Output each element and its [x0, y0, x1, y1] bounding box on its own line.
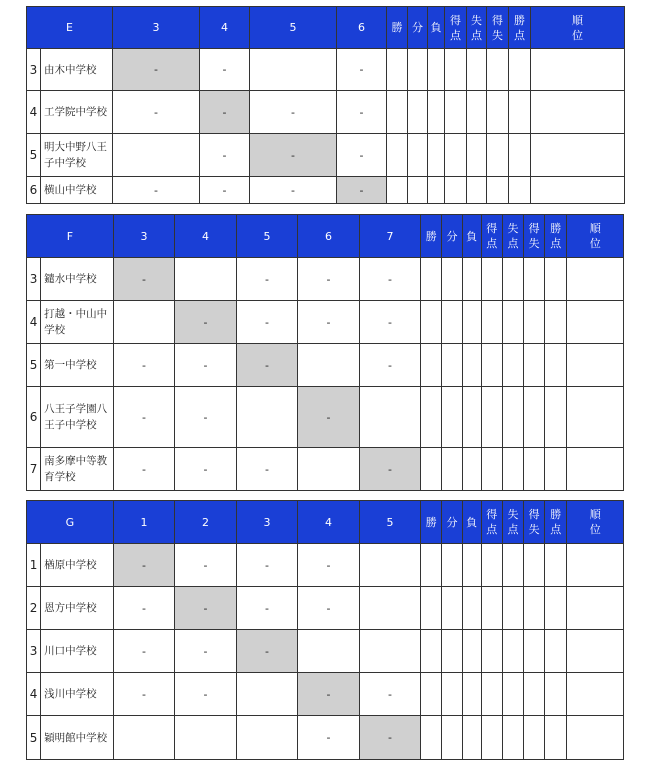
table-row: [27, 134, 625, 177]
group-label: F: [27, 215, 114, 258]
stat-cell: [567, 301, 624, 344]
stat-header-goals-against: 失点: [502, 501, 523, 544]
stat-cell: [442, 301, 462, 344]
self-match-cell: -: [113, 544, 175, 587]
match-cell: -: [298, 587, 360, 630]
match-cell: [236, 673, 298, 716]
stat-cell: [545, 544, 567, 587]
stat-cell: [421, 344, 442, 387]
stat-cell: [545, 344, 567, 387]
stat-cell: [502, 630, 523, 673]
stat-cell: [502, 301, 523, 344]
stat-cell: [545, 630, 567, 673]
match-cell: -: [236, 301, 298, 344]
match-cell: -: [113, 630, 175, 673]
table-row: [27, 630, 624, 673]
stat-cell: [567, 630, 624, 673]
stat-cell: [509, 91, 531, 134]
self-match-cell: -: [175, 587, 237, 630]
match-cell: -: [236, 448, 298, 491]
stat-header-wins: 勝: [387, 7, 408, 49]
team-number: 1: [27, 544, 41, 587]
match-cell: [175, 716, 237, 760]
stat-cell: [502, 344, 523, 387]
stat-header-rank: 順位: [567, 501, 624, 544]
stat-cell: [408, 49, 428, 91]
match-cell: -: [113, 448, 175, 491]
stat-cell: [509, 177, 531, 204]
match-cell: -: [113, 673, 175, 716]
stat-cell: [462, 630, 481, 673]
stat-cell: [387, 91, 408, 134]
stat-cell: [467, 177, 487, 204]
match-cell: [236, 387, 298, 448]
team-name: 川口中学校: [41, 630, 114, 673]
stat-header-goals-for: 得点: [481, 215, 502, 258]
stat-cell: [442, 630, 462, 673]
table-row: [27, 177, 625, 204]
stat-cell: [442, 387, 462, 448]
team-number: 5: [27, 716, 41, 760]
stat-cell: [445, 91, 467, 134]
match-cell: [359, 387, 421, 448]
team-number: 6: [27, 177, 41, 204]
stat-cell: [442, 344, 462, 387]
stat-header-points: 勝点: [509, 7, 531, 49]
match-cell: -: [113, 587, 175, 630]
match-cell: -: [250, 177, 337, 204]
stat-cell: [502, 544, 523, 587]
stat-cell: [421, 544, 442, 587]
match-cell: [113, 301, 175, 344]
opponent-header: 6: [298, 215, 360, 258]
stat-header-goal-diff: 得失: [487, 7, 509, 49]
stat-cell: [408, 91, 428, 134]
match-cell: -: [113, 91, 200, 134]
match-cell: -: [337, 134, 387, 177]
team-name: 明大中野八王子中学校: [41, 134, 113, 177]
stat-cell: [387, 177, 408, 204]
stat-cell: [421, 301, 442, 344]
opponent-header: 1: [113, 501, 175, 544]
team-name: 鑓水中学校: [41, 258, 114, 301]
stat-cell: [524, 544, 545, 587]
stat-cell: [545, 587, 567, 630]
stat-header-goals-against: 失点: [502, 215, 523, 258]
stat-cell: [524, 587, 545, 630]
group-label: G: [27, 501, 114, 544]
team-name: 横山中学校: [41, 177, 113, 204]
self-match-cell: -: [236, 344, 298, 387]
team-number: 2: [27, 587, 41, 630]
stat-cell: [387, 49, 408, 91]
stat-cell: [481, 673, 502, 716]
stat-cell: [481, 258, 502, 301]
opponent-header: 5: [236, 215, 298, 258]
match-cell: -: [250, 91, 337, 134]
stat-cell: [442, 448, 462, 491]
stat-cell: [445, 177, 467, 204]
stat-cell: [524, 716, 545, 760]
stat-cell: [531, 134, 625, 177]
stat-cell: [445, 134, 467, 177]
stat-cell: [531, 49, 625, 91]
table-row: [27, 587, 624, 630]
stat-cell: [567, 716, 624, 760]
stat-cell: [481, 587, 502, 630]
stat-cell: [428, 49, 445, 91]
stat-header-rank: 順位: [567, 215, 624, 258]
stat-header-points: 勝点: [545, 501, 567, 544]
stat-cell: [421, 387, 442, 448]
match-cell: -: [298, 716, 360, 760]
team-number: 6: [27, 387, 41, 448]
team-name: 浅川中学校: [41, 673, 114, 716]
match-cell: -: [298, 258, 360, 301]
stat-header-goal-diff: 得失: [524, 215, 545, 258]
match-cell: [359, 630, 421, 673]
match-cell: -: [200, 177, 250, 204]
self-match-cell: -: [337, 177, 387, 204]
match-cell: -: [359, 301, 421, 344]
stat-cell: [567, 448, 624, 491]
stat-cell: [421, 587, 442, 630]
stat-header-wins: 勝: [421, 215, 442, 258]
stat-cell: [545, 716, 567, 760]
team-number: 5: [27, 344, 41, 387]
stat-cell: [421, 673, 442, 716]
match-cell: [175, 258, 237, 301]
stat-cell: [531, 177, 625, 204]
stat-cell: [462, 258, 481, 301]
match-cell: [236, 716, 298, 760]
self-match-cell: -: [113, 258, 175, 301]
opponent-header: 3: [113, 215, 175, 258]
league-table-e: [26, 6, 625, 204]
stat-cell: [462, 716, 481, 760]
match-cell: -: [337, 91, 387, 134]
team-name: 由木中学校: [41, 49, 113, 91]
stat-header-losses: 負: [428, 7, 445, 49]
team-number: 3: [27, 630, 41, 673]
stat-header-goals-for: 得点: [481, 501, 502, 544]
stat-cell: [509, 49, 531, 91]
stat-cell: [462, 544, 481, 587]
match-cell: [298, 344, 360, 387]
team-number: 5: [27, 134, 41, 177]
match-cell: -: [200, 49, 250, 91]
team-name: 第一中学校: [41, 344, 114, 387]
stat-cell: [467, 49, 487, 91]
stat-cell: [502, 673, 523, 716]
match-cell: -: [175, 630, 237, 673]
stat-cell: [567, 258, 624, 301]
stat-cell: [442, 587, 462, 630]
stat-cell: [531, 91, 625, 134]
stat-cell: [442, 544, 462, 587]
table-row: [27, 716, 624, 760]
match-cell: -: [175, 673, 237, 716]
team-name: 楢原中学校: [41, 544, 114, 587]
stat-cell: [421, 716, 442, 760]
match-cell: [298, 630, 360, 673]
match-cell: -: [236, 587, 298, 630]
match-cell: [113, 134, 200, 177]
opponent-header: 4: [298, 501, 360, 544]
match-cell: -: [175, 544, 237, 587]
stat-cell: [524, 301, 545, 344]
team-number: 4: [27, 673, 41, 716]
stat-cell: [445, 49, 467, 91]
stat-cell: [509, 134, 531, 177]
stat-cell: [524, 448, 545, 491]
stat-cell: [467, 91, 487, 134]
stat-cell: [524, 673, 545, 716]
stat-cell: [481, 448, 502, 491]
match-cell: -: [236, 258, 298, 301]
opponent-header: 7: [359, 215, 421, 258]
stat-cell: [567, 673, 624, 716]
stat-header-rank: 順位: [531, 7, 625, 49]
stat-cell: [481, 387, 502, 448]
league-table-g: [26, 500, 624, 760]
stat-cell: [524, 387, 545, 448]
match-cell: -: [200, 134, 250, 177]
self-match-cell: -: [359, 448, 421, 491]
table-row: [27, 301, 624, 344]
self-match-cell: -: [250, 134, 337, 177]
opponent-header: 5: [250, 7, 337, 49]
stat-cell: [567, 544, 624, 587]
team-name: 南多摩中等教育学校: [41, 448, 114, 491]
match-cell: -: [359, 344, 421, 387]
match-cell: -: [113, 344, 175, 387]
opponent-header: 5: [359, 501, 421, 544]
team-number: 3: [27, 258, 41, 301]
stat-cell: [428, 134, 445, 177]
stat-cell: [408, 177, 428, 204]
stat-cell: [481, 301, 502, 344]
match-cell: -: [236, 544, 298, 587]
stat-cell: [421, 630, 442, 673]
self-match-cell: -: [359, 716, 421, 760]
stat-cell: [442, 258, 462, 301]
stat-cell: [545, 448, 567, 491]
table-row: [27, 448, 624, 491]
stat-header-goals-for: 得点: [445, 7, 467, 49]
stat-cell: [481, 344, 502, 387]
self-match-cell: -: [298, 387, 360, 448]
stat-cell: [502, 387, 523, 448]
stat-cell: [487, 49, 509, 91]
table-row: [27, 49, 625, 91]
stat-header-losses: 負: [462, 215, 481, 258]
stat-cell: [502, 716, 523, 760]
match-cell: -: [175, 387, 237, 448]
stat-cell: [502, 448, 523, 491]
stat-cell: [481, 544, 502, 587]
table-row: [27, 344, 624, 387]
stat-cell: [524, 344, 545, 387]
self-match-cell: -: [175, 301, 237, 344]
match-cell: [359, 544, 421, 587]
stat-header-goal-diff: 得失: [524, 501, 545, 544]
stat-header-wins: 勝: [421, 501, 442, 544]
stat-cell: [567, 344, 624, 387]
self-match-cell: -: [200, 91, 250, 134]
stat-cell: [481, 716, 502, 760]
stat-cell: [467, 134, 487, 177]
stat-cell: [524, 630, 545, 673]
table-row: [27, 673, 624, 716]
team-name: 打越・中山中学校: [41, 301, 114, 344]
match-cell: [359, 587, 421, 630]
stat-cell: [462, 448, 481, 491]
stat-cell: [487, 177, 509, 204]
match-cell: [250, 49, 337, 91]
stat-cell: [487, 134, 509, 177]
table-row: [27, 387, 624, 448]
match-cell: -: [298, 544, 360, 587]
stat-cell: [442, 716, 462, 760]
opponent-header: 3: [236, 501, 298, 544]
stat-cell: [462, 673, 481, 716]
stat-header-draws: 分: [442, 501, 462, 544]
opponent-header: 6: [337, 7, 387, 49]
match-cell: -: [337, 49, 387, 91]
team-name: 八王子学園八王子中学校: [41, 387, 114, 448]
opponent-header: 3: [113, 7, 200, 49]
stat-cell: [408, 134, 428, 177]
stat-cell: [387, 134, 408, 177]
stat-cell: [545, 258, 567, 301]
stat-cell: [545, 673, 567, 716]
self-match-cell: -: [298, 673, 360, 716]
match-cell: -: [359, 673, 421, 716]
stat-cell: [462, 301, 481, 344]
match-cell: -: [175, 448, 237, 491]
match-cell: -: [359, 258, 421, 301]
self-match-cell: -: [236, 630, 298, 673]
stat-cell: [421, 448, 442, 491]
stat-cell: [462, 587, 481, 630]
match-cell: -: [175, 344, 237, 387]
stat-cell: [502, 587, 523, 630]
stat-cell: [428, 177, 445, 204]
self-match-cell: -: [113, 49, 200, 91]
match-cell: -: [298, 301, 360, 344]
stat-header-losses: 負: [462, 501, 481, 544]
stat-cell: [524, 258, 545, 301]
league-table-f: [26, 214, 624, 491]
team-number: 7: [27, 448, 41, 491]
stat-cell: [421, 258, 442, 301]
opponent-header: 2: [175, 501, 237, 544]
group-label: E: [27, 7, 113, 49]
stat-cell: [462, 387, 481, 448]
stat-header-draws: 分: [408, 7, 428, 49]
stat-header-goals-against: 失点: [467, 7, 487, 49]
stat-cell: [502, 258, 523, 301]
match-cell: [113, 716, 175, 760]
match-cell: -: [113, 387, 175, 448]
table-row: [27, 544, 624, 587]
stat-cell: [567, 387, 624, 448]
opponent-header: 4: [200, 7, 250, 49]
team-number: 3: [27, 49, 41, 91]
stat-header-points: 勝点: [545, 215, 567, 258]
stat-cell: [428, 91, 445, 134]
opponent-header: 4: [175, 215, 237, 258]
stat-cell: [567, 587, 624, 630]
stat-cell: [545, 387, 567, 448]
team-name: 工学院中学校: [41, 91, 113, 134]
stat-header-draws: 分: [442, 215, 462, 258]
table-row: [27, 258, 624, 301]
stat-cell: [462, 344, 481, 387]
match-cell: [298, 448, 360, 491]
team-number: 4: [27, 91, 41, 134]
team-name: 恩方中学校: [41, 587, 114, 630]
table-row: [27, 91, 625, 134]
team-name: 穎明館中学校: [41, 716, 114, 760]
team-number: 4: [27, 301, 41, 344]
stat-cell: [481, 630, 502, 673]
match-cell: -: [113, 177, 200, 204]
stat-cell: [545, 301, 567, 344]
stat-cell: [442, 673, 462, 716]
stat-cell: [487, 91, 509, 134]
